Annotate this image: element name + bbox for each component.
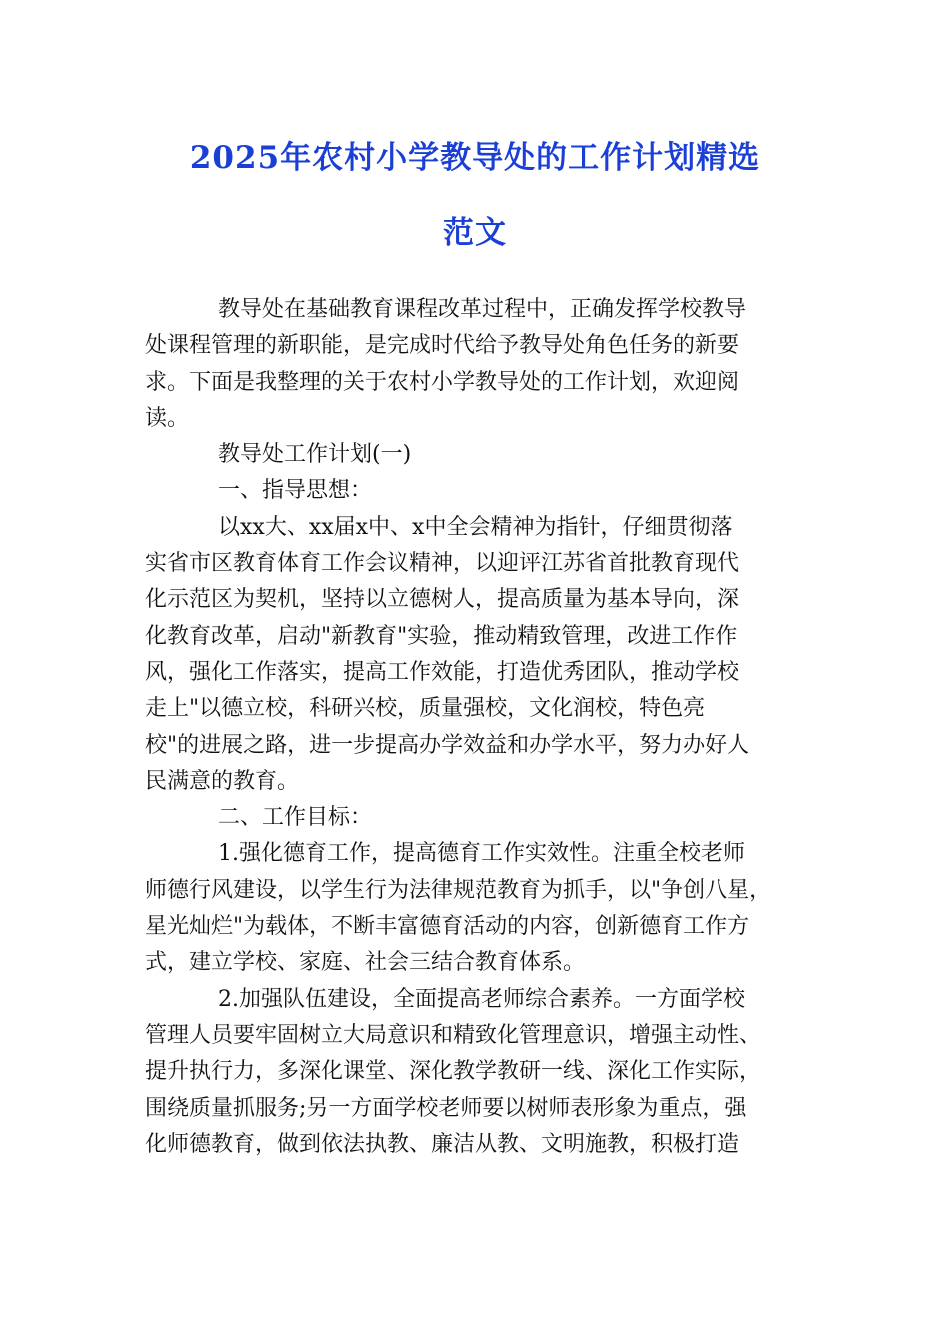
body-text-line: 式，建立学校、家庭、社会三结合教育体系。 (145, 950, 586, 976)
body-text-line: 2.加强队伍建设，全面提高老师综合素养。一方面学校 (218, 986, 745, 1012)
body-text-line: 以xx大、xx届x中、x中全会精神为指针，仔细贯彻落 (218, 514, 733, 540)
body-text-line: 求。下面是我整理的关于农村小学教导处的工作计划，欢迎阅 (145, 369, 740, 395)
body-text-line: 二、工作目标： (218, 805, 373, 831)
body-text-line: 走上"以德立校，科研兴校，质量强校，文化润校，特色亮 (145, 696, 706, 722)
body-text-line: 化示范区为契机，坚持以立德树人，提高质量为基本导向，深 (145, 587, 740, 613)
body-text-line: 民满意的教育。 (145, 768, 300, 794)
document-title-line-1: 2025年农村小学教导处的工作计划精选 (189, 140, 761, 176)
body-text-line: 提升执行力，多深化课堂、深化教学教研一线、深化工作实际， (145, 1059, 762, 1085)
body-text-line: 1.强化德育工作，提高德育工作实效性。注重全校老师 (218, 841, 745, 867)
body-text-line: 师德行风建设，以学生行为法律规范教育为抓手，以"争创八星， (145, 877, 772, 903)
document-title-line-2: 范文 (443, 215, 507, 251)
body-text-line: 校"的进展之路，进一步提高办学效益和办学水平，努力办好人 (145, 732, 750, 758)
body-text-line: 实省市区教育体育工作会议精神，以迎评江苏省首批教育现代 (145, 551, 740, 577)
body-text-line: 围绕质量抓服务;另一方面学校老师要以树师表形象为重点，强 (145, 1095, 747, 1121)
body-text-line: 管理人员要牢固树立大局意识和精致化管理意识，增强主动性、 (145, 1022, 762, 1048)
document-body (145, 292, 813, 1163)
body-text-line: 处课程管理的新职能，是完成时代给予教导处角色任务的新要 (145, 333, 740, 359)
body-text-line: 化师德教育，做到依法执教、廉洁从教、文明施教，积极打造 (145, 1131, 740, 1157)
body-text-line: 一、指导思想： (218, 478, 373, 504)
body-text-line: 教导处在基础教育课程改革过程中，正确发挥学校教导 (218, 297, 747, 322)
body-text-line: 风，强化工作落实，提高工作效能，打造优秀团队，推动学校 (145, 659, 740, 685)
body-text-line: 教导处工作计划(一) (218, 442, 412, 468)
body-text-line: 化教育改革，启动"新教育"实验，推动精致管理，改进工作作 (145, 623, 738, 649)
body-text-line: 读。 (145, 405, 190, 431)
body-text-line: 星光灿烂"为载体，不断丰富德育活动的内容，创新德育工作方 (145, 914, 750, 940)
